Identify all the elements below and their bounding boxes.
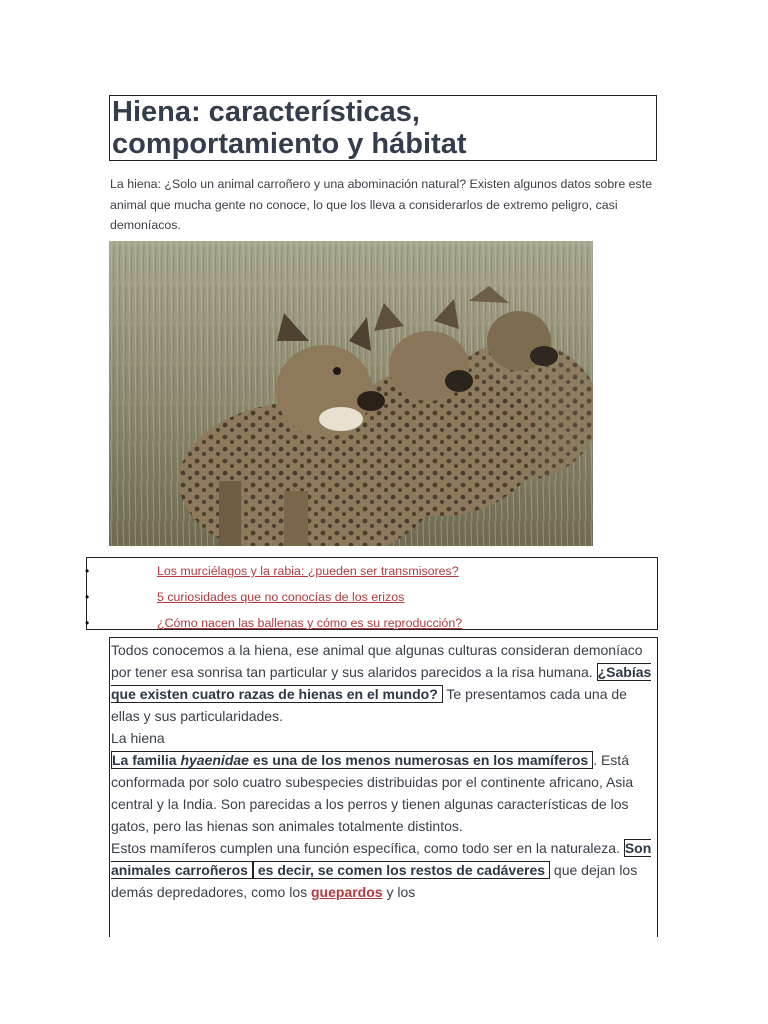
p3-text: Estos mamíferos cumplen una función específica, como todo ser en la naturaleza. [111,840,624,856]
p2-highlight-b: es una de los menos numerosas en los mamíferos [248,752,589,768]
list-item [87,584,657,610]
p3-highlight-2: es decir, se comen los restos de cadáveres [253,861,550,879]
related-link-hedgehogs[interactable]: 5 curiosidades que no conocías de los erizos [157,590,405,604]
related-link-whales[interactable]: ¿Cómo nacen las ballenas y cómo es su reproducción? [157,616,463,630]
guepardos-link[interactable]: guepardos [311,884,383,900]
body-paragraph-1 [111,639,656,727]
body-paragraph-2 [111,749,656,837]
p3-end: y los [382,884,416,900]
p2-highlight [111,751,593,769]
article-body [109,637,658,937]
p1-tail: Te presentamos cada una de ellas y sus particularidades. [111,686,627,724]
p3-tail: que dejan los demás depredadores, como los [111,862,638,900]
body-paragraph-3 [111,837,656,903]
related-link-bats[interactable]: Los murciélagos y la rabia: ¿pueden ser transmisores? [157,564,459,578]
related-links-list [87,558,657,636]
subheading-la-hiena: La hiena [111,730,165,746]
p1-highlight: ¿Sabías que existen cuatro razas de hienas en el mundo? [111,664,652,702]
p2-tail: . Está conformada por solo cuatro subespecies distribuidas por el continente africano, Asia central y la India. Son parecidas a los perros y tienen algunas características de los gatos, pero las hienas son animales totalmente distintos. [111,752,634,834]
p3-highlight-1: Son animales carroñeros [111,840,652,878]
intro-paragraph: La hiena: ¿Solo un animal carroñero y una abominación natural? Existen algunos datos sobre este animal que mucha gente no conoce, lo que los lleva a considerarlos de extremo peligro, casi demoníacos. [110,177,653,232]
p2-highlight-em: hyaenidae [180,752,249,768]
bullet: • [85,590,90,604]
p2-highlight-a: La familia [112,752,181,768]
hyena-photo [109,241,593,546]
p1-text: Todos conocemos a la hiena, ese animal que algunas culturas consideran demoníaco por tener esa sonrisa tan particular y sus alaridos parecidos a la risa humana. [111,642,643,680]
list-item [87,558,657,584]
article-title: Hiena: características, comportamiento y hábitat [112,96,467,160]
article-title-box [109,95,657,161]
list-item [87,610,657,636]
related-links-box [86,557,658,630]
bullet: • [85,564,90,578]
bullet: • [85,616,90,630]
